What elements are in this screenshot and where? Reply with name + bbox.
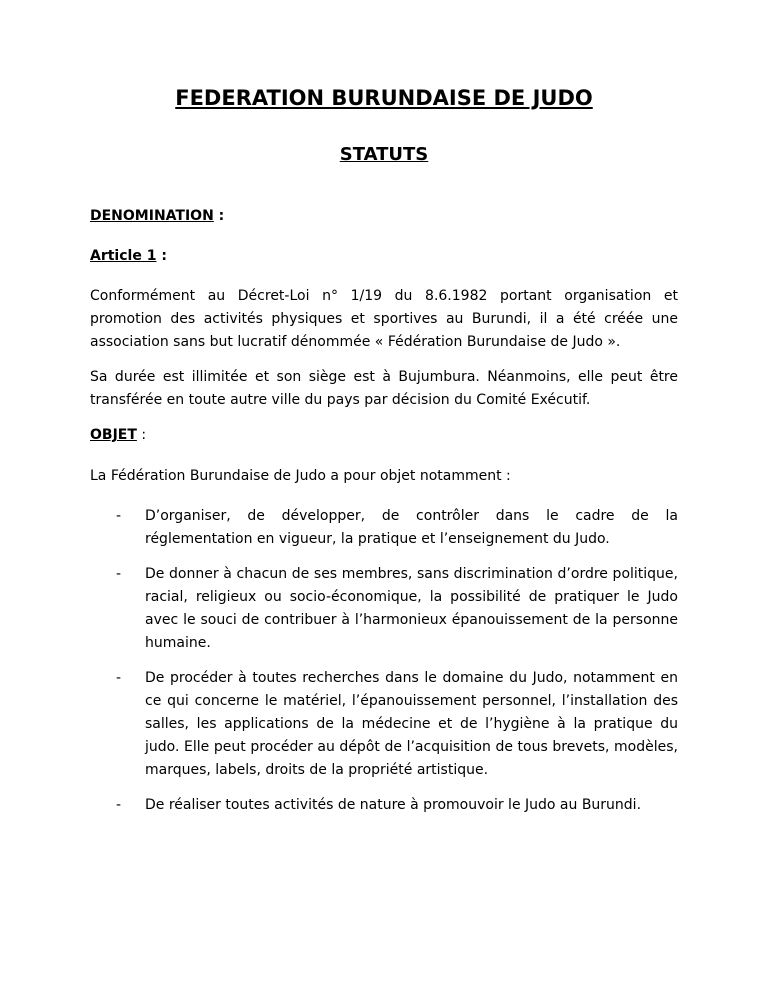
section-heading-objet-colon: : xyxy=(136,427,147,443)
list-item-text: De donner à chacun de ses membres, sans discrimination d’ordre politique, racial, religieux ou socio-économique, la possibilité de pratiquer le Judo avec le souci de contribuer à l’harmonieux épanouissement de la personne humaine. xyxy=(145,566,678,651)
document-subtitle: STATUTS xyxy=(339,144,429,165)
section-heading-objet xyxy=(90,424,146,447)
list-item-text: De réaliser toutes activités de nature à promouvoir le Judo au Burundi. xyxy=(145,797,642,813)
list-item-dash: - xyxy=(116,797,122,813)
list-item-text: D’organiser, de développer, de contrôler dans le cadre de la réglementation en vigueur, la pratique et l’enseignement du Judo. xyxy=(145,508,678,547)
section-heading-denomination xyxy=(90,205,224,228)
list-item-text: De procéder à toutes recherches dans le domaine du Judo, notamment en ce qui concerne le matériel, l’épanouissement personnel, l’installation des salles, les applications de la médecine et de l’hygiène à la pratique du judo. Elle peut procéder au dépôt de l’acquisition de tous brevets, modèles, marques, labels, droits de la propriété artistique. xyxy=(145,670,678,778)
article-heading-1-label: Article 1 xyxy=(90,248,157,264)
section-heading-denomination-label: DENOMINATION xyxy=(90,208,214,224)
section-heading-objet-label: OBJET xyxy=(90,427,137,443)
article-1-paragraph-1: Conformément au Décret-Loi n° 1/19 du 8.6.1982 portant organisation et promotion des activités physiques et sportives au Burundi, il a été créée une association sans but lucratif dénommée « Fédération Burundaise de Judo ». xyxy=(90,288,678,350)
article-1-paragraph-2: Sa durée est illimitée et son siège est à Bujumbura. Néanmoins, elle peut être transférée en toute autre ville du pays par décision du Comité Exécutif. xyxy=(90,369,678,408)
list-item-dash: - xyxy=(116,670,122,686)
article-heading-1-colon: : xyxy=(156,248,167,264)
list-item-dash: - xyxy=(116,508,122,524)
article-heading-1 xyxy=(90,245,167,268)
objet-intro: La Fédération Burundaise de Judo a pour objet notamment : xyxy=(90,468,511,484)
document-title: FEDERATION BURUNDAISE DE JUDO xyxy=(175,86,593,110)
list-item-dash: - xyxy=(116,566,122,582)
section-heading-denomination-colon: : xyxy=(213,208,225,224)
